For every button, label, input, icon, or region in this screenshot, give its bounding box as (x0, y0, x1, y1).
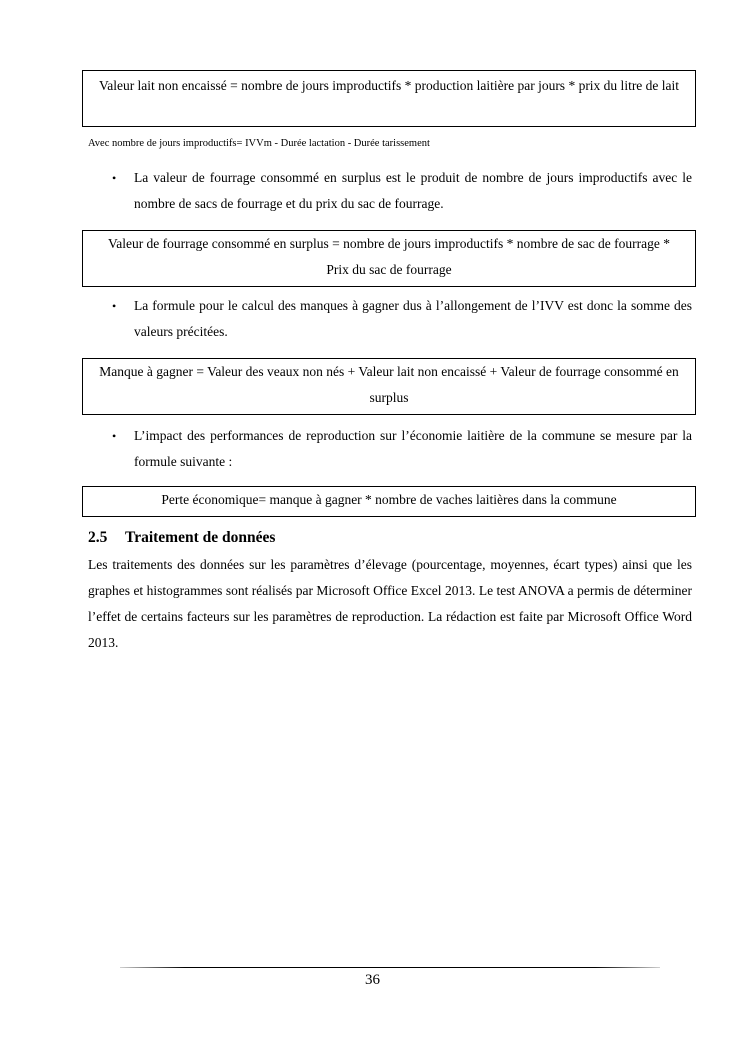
bullet-text-impact: L’impact des performances de reproduction sur l’économie laitière de la commune se mesure par la formule suivante : (134, 428, 692, 469)
section-number: 2.5 (88, 529, 108, 546)
section-title: Traitement de données (125, 529, 276, 546)
section-paragraph: Les traitements des données sur les paramètres d’élevage (pourcentage, moyennes, écart types) ainsi que les graphes et histogrammes sont réalisés par Microsoft Office Excel 2013. Le test ANOVA a permis de déterminer l’effet de certains facteurs sur les paramètres de reproduction. La rédaction est faite par Microsoft Office Word 2013. (88, 557, 692, 650)
bullet-item-formule (88, 293, 692, 345)
formula-box-fourrage (82, 230, 696, 287)
formula-perte-text: Perte économique= manque à gagner * nombre de vaches laitières dans la commune (161, 492, 617, 507)
note-jours-improductifs: Avec nombre de jours improductifs= IVVm - Durée lactation - Durée tarissement (88, 138, 430, 149)
formula-box-perte (82, 486, 696, 517)
formula-box-manque (82, 358, 696, 415)
footer-divider (120, 967, 660, 968)
section-heading (88, 527, 275, 549)
bullet-icon: • (112, 171, 117, 185)
formula-manque-text: Manque à gagner = Valeur des veaux non nés + Valeur lait non encaissé + Valeur de fourrage consommé en surplus (99, 364, 679, 405)
formula-box-lait (82, 70, 696, 127)
formula-lait-text: Valeur lait non encaissé = nombre de jours improductifs * production laitière par jours * prix du litre de lait (98, 78, 680, 93)
bullet-text-fourrage: La valeur de fourrage consommé en surplus est le produit de nombre de jours improductifs avec le nombre de sacs de fourrage et du prix du sac de fourrage. (134, 170, 692, 211)
bullet-item-fourrage (88, 165, 692, 217)
bullet-icon: • (112, 299, 117, 313)
formula-fourrage-text: Valeur de fourrage consommé en surplus = nombre de jours improductifs * nombre de sac de fourrage * Prix du sac de fourrage (107, 236, 671, 277)
bullet-icon: • (112, 429, 117, 443)
bullet-text-formule: La formule pour le calcul des manques à gagner dus à l’allongement de l’IVV est donc la somme des valeurs précitées. (134, 298, 692, 339)
bullet-item-impact (88, 423, 692, 475)
page-number: 36 (365, 972, 380, 988)
